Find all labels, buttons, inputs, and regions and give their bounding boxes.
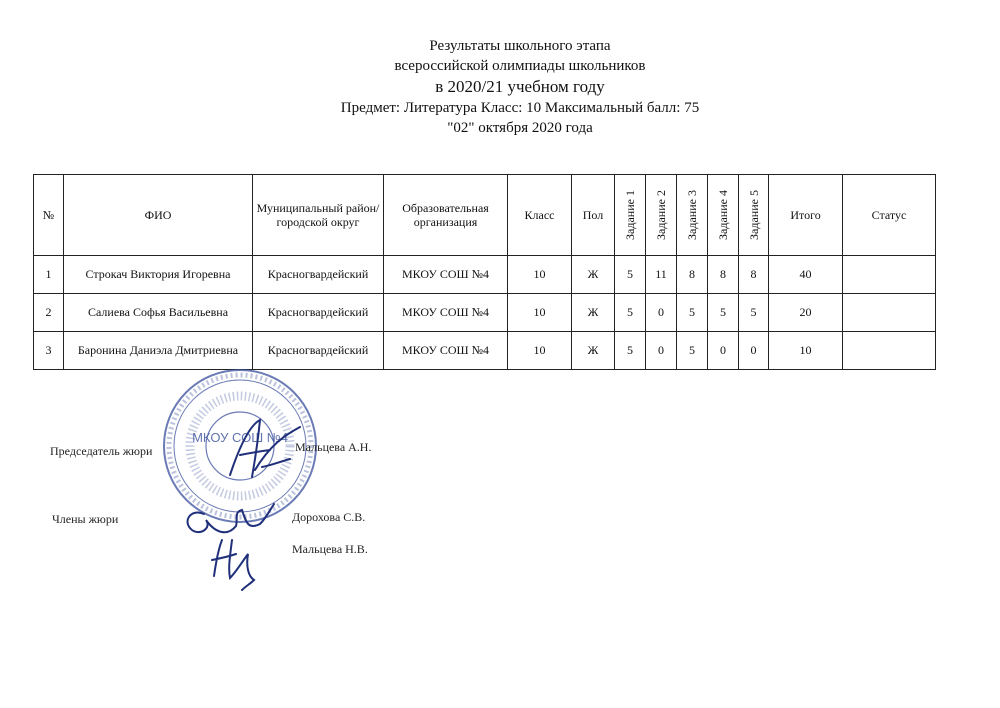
cell-status bbox=[843, 332, 936, 370]
chair-signature bbox=[200, 415, 310, 485]
members-label: Члены жюри bbox=[52, 512, 119, 526]
cell-task-1: 5 bbox=[615, 332, 646, 370]
chair-name: Мальцева А.Н. bbox=[295, 440, 372, 454]
title-line-1: Результаты школьного этапа bbox=[429, 38, 611, 54]
cell-sex: Ж bbox=[572, 332, 615, 370]
member-1-name: Дорохова С.В. bbox=[292, 510, 366, 524]
table-row bbox=[34, 294, 936, 332]
cell-fio: Баронина Даниэла Дмитриевна bbox=[64, 332, 253, 370]
cell-task-5: 8 bbox=[739, 256, 769, 294]
cell-num: 1 bbox=[34, 256, 64, 294]
col-header-task-3: Задание 3 bbox=[677, 175, 708, 256]
col-header-task-4: Задание 4 bbox=[708, 175, 739, 256]
cell-task-1: 5 bbox=[615, 256, 646, 294]
cell-task-5: 5 bbox=[739, 294, 769, 332]
col-header-org: Образовательная организация bbox=[384, 175, 508, 256]
cell-class: 10 bbox=[508, 332, 572, 370]
col-header-district: Муниципальный район/городской округ bbox=[253, 175, 384, 256]
signature-block bbox=[0, 360, 420, 590]
cell-district: Красногвардейский bbox=[253, 256, 384, 294]
cell-org: МКОУ СОШ №4 bbox=[384, 256, 508, 294]
cell-task-2: 0 bbox=[646, 294, 677, 332]
cell-task-4: 0 bbox=[708, 332, 739, 370]
cell-task-3: 8 bbox=[677, 256, 708, 294]
col-header-sex: Пол bbox=[572, 175, 615, 256]
stamp-text: МКОУ СОШ №4 bbox=[192, 430, 288, 445]
col-header-fio: ФИО bbox=[64, 175, 253, 256]
cell-sex: Ж bbox=[572, 294, 615, 332]
cell-fio: Салиева Софья Васильевна bbox=[64, 294, 253, 332]
col-header-task-2: Задание 2 bbox=[646, 175, 677, 256]
table-header-row bbox=[34, 175, 936, 256]
col-header-num: № bbox=[34, 175, 64, 256]
cell-task-1: 5 bbox=[615, 294, 646, 332]
cell-total: 10 bbox=[769, 332, 843, 370]
date-line: "02" октября 2020 года bbox=[447, 120, 593, 136]
col-header-total: Итого bbox=[769, 175, 843, 256]
cell-district: Красногвардейский bbox=[253, 332, 384, 370]
cell-total: 20 bbox=[769, 294, 843, 332]
cell-task-3: 5 bbox=[677, 332, 708, 370]
cell-org: МКОУ СОШ №4 bbox=[384, 332, 508, 370]
cell-task-2: 11 bbox=[646, 256, 677, 294]
cell-org: МКОУ СОШ №4 bbox=[384, 294, 508, 332]
col-header-task-5: Задание 5 bbox=[739, 175, 769, 256]
cell-district: Красногвардейский bbox=[253, 294, 384, 332]
cell-class: 10 bbox=[508, 294, 572, 332]
cell-total: 40 bbox=[769, 256, 843, 294]
cell-fio: Строкач Виктория Игоревна bbox=[64, 256, 253, 294]
cell-num: 2 bbox=[34, 294, 64, 332]
title-line-3: в 2020/21 учебном году bbox=[435, 77, 605, 96]
title-line-2: всероссийской олимпиады школьников bbox=[394, 58, 646, 74]
col-header-status: Статус bbox=[843, 175, 936, 256]
cell-sex: Ж bbox=[572, 256, 615, 294]
cell-task-4: 8 bbox=[708, 256, 739, 294]
cell-task-5: 0 bbox=[739, 332, 769, 370]
cell-status bbox=[843, 256, 936, 294]
cell-task-3: 5 bbox=[677, 294, 708, 332]
cell-class: 10 bbox=[508, 256, 572, 294]
document-header bbox=[250, 36, 790, 138]
cell-status bbox=[843, 294, 936, 332]
subject-line: Предмет: Литература Класс: 10 Максимальный балл: 75 bbox=[340, 100, 700, 116]
cell-task-4: 5 bbox=[708, 294, 739, 332]
member-2-signature bbox=[206, 532, 276, 592]
col-header-task-1: Задание 1 bbox=[615, 175, 646, 256]
member-2-name: Мальцева Н.В. bbox=[292, 542, 368, 556]
chair-label: Председатель жюри bbox=[50, 444, 153, 458]
col-header-class: Класс bbox=[508, 175, 572, 256]
results-table bbox=[33, 174, 936, 370]
cell-task-2: 0 bbox=[646, 332, 677, 370]
cell-num: 3 bbox=[34, 332, 64, 370]
table-row bbox=[34, 256, 936, 294]
